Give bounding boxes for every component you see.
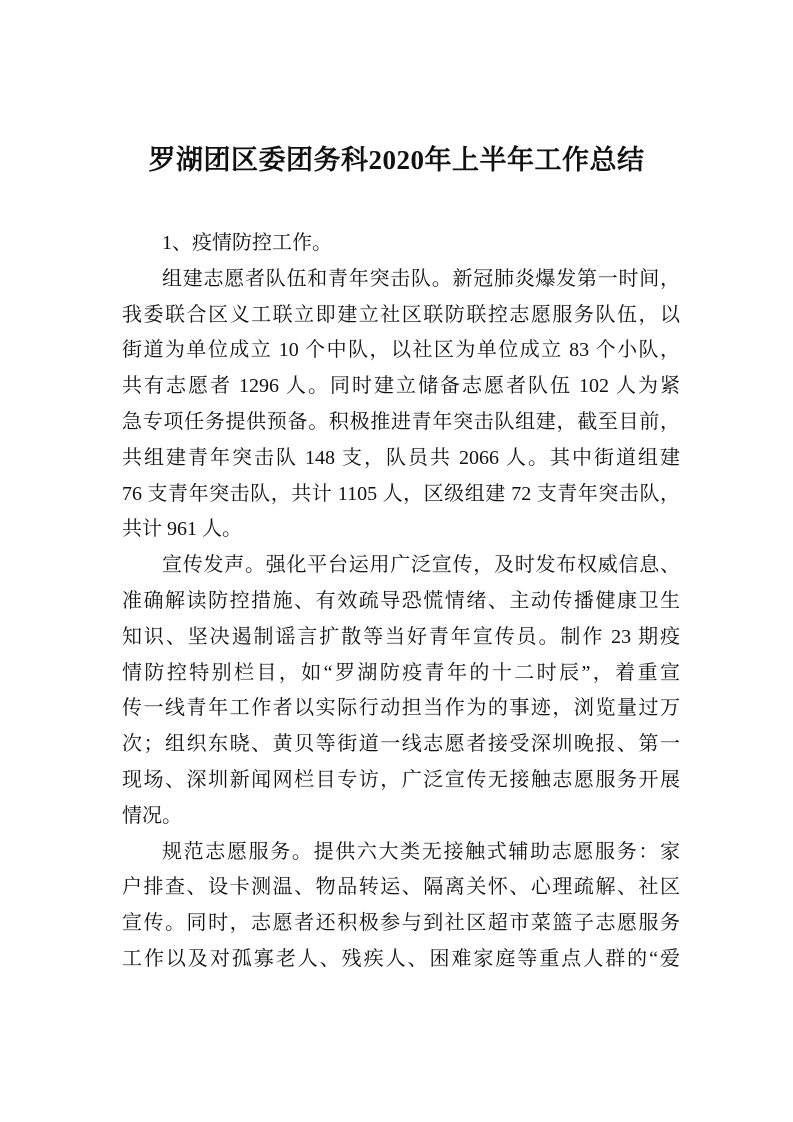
paragraph-section-heading <box>122 226 680 262</box>
text-line: 情防控特别栏目，如“罗湖防疫青年的十二时辰”，着重宣 <box>122 661 680 684</box>
paragraph-volunteer-service <box>122 835 680 978</box>
document-body <box>122 226 680 978</box>
text-line: 76 支青年突击队，共计 1105 人，区级组建 72 支青年突击队， <box>122 482 680 505</box>
text-line: 工作以及对孤寡老人、残疾人、困难家庭等重点人群的“爱 <box>122 947 680 970</box>
text-line: 现场、深圳新闻网栏目专访，广泛宣传无接触志愿服务开展 <box>122 768 680 791</box>
text-line: 共组建青年突击队 148 支，队员共 2066 人。其中街道组建 <box>122 446 680 469</box>
text-line: 情况。 <box>122 804 182 827</box>
text-line: 知识、坚决遏制谣言扩散等当好青年宣传员。制作 23 期疫 <box>122 625 680 648</box>
text-line: 街道为单位成立 10 个中队，以社区为单位成立 83 个小队， <box>122 339 680 362</box>
text-line: 1、疫情防控工作。 <box>162 232 332 254</box>
text-line: 传一线青年工作者以实际行动担当作为的事迹，浏览量过万 <box>122 697 680 720</box>
document-title: 罗湖团区委团务科2020年上半年工作总结 <box>148 145 645 175</box>
text-line: 共有志愿者 1296 人。同时建立储备志愿者队伍 102 人为紧 <box>122 375 680 398</box>
text-line: 规范志愿服务。提供六大类无接触式辅助志愿服务：家 <box>162 840 680 863</box>
text-line: 我委联合区义工联立即建立社区联防联控志愿服务队伍，以 <box>122 303 680 326</box>
text-line: 急专项任务提供预备。积极推进青年突击队组建，截至目前， <box>122 410 680 433</box>
text-line: 次；组织东晓、黄贝等街道一线志愿者接受深圳晚报、第一 <box>122 733 680 756</box>
text-line: 宣传发声。强化平台运用广泛宣传，及时发布权威信息、 <box>162 554 680 577</box>
text-line: 宣传。同时，志愿者还积极参与到社区超市菜篮子志愿服务 <box>122 912 680 935</box>
text-line: 户排查、设卡测温、物品转运、隔离关怀、心理疏解、社区 <box>122 876 680 899</box>
text-line: 共计 961 人。 <box>122 518 242 541</box>
paragraph-publicity <box>122 548 680 834</box>
text-line: 组建志愿者队伍和青年突击队。新冠肺炎爆发第一时间， <box>162 267 680 290</box>
text-line: 准确解读防控措施、有效疏导恐慌情绪、主动传播健康卫生 <box>122 589 680 612</box>
paragraph-volunteer-teams <box>122 262 680 548</box>
